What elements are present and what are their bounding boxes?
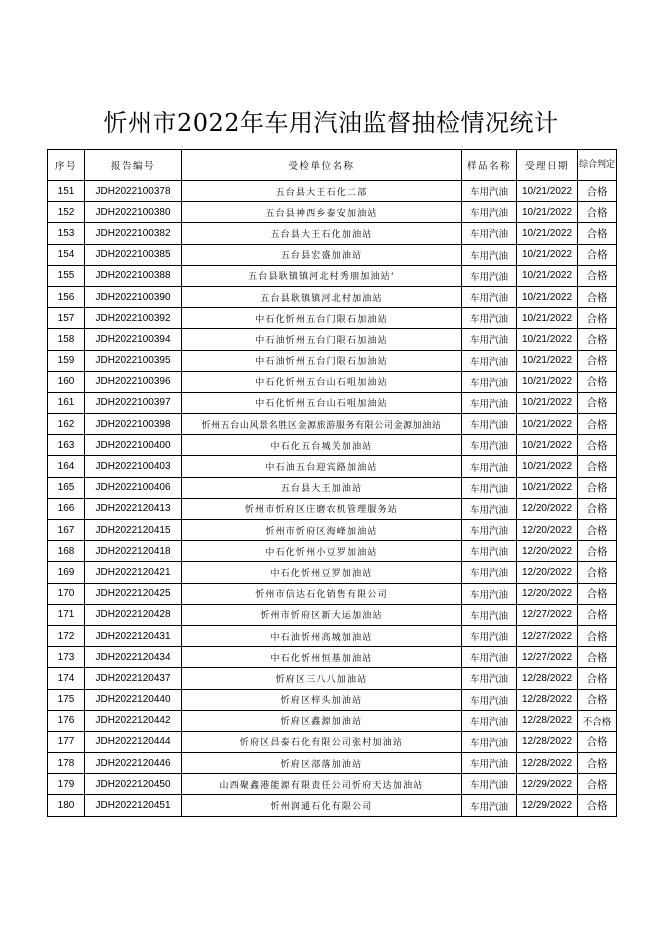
cell-date: 10/21/2022 xyxy=(517,435,578,456)
cell-seq: 165 xyxy=(48,477,85,498)
cell-date: 10/21/2022 xyxy=(517,181,578,202)
header-report-no: 报告编号 xyxy=(85,150,182,181)
cell-seq: 156 xyxy=(48,286,85,307)
header-seq: 序号 xyxy=(48,150,85,181)
cell-unit: 五台县大王石化二部 xyxy=(182,181,462,202)
cell-report-no: JDH2022100380 xyxy=(85,202,182,223)
cell-unit: 中石化忻州恒基加油站 xyxy=(182,647,462,668)
header-verdict: 综合判定 xyxy=(578,150,617,181)
cell-report-no: JDH2022120450 xyxy=(85,774,182,795)
cell-unit: 忻州润通石化有限公司 xyxy=(182,795,462,816)
table-header-row xyxy=(48,150,617,181)
cell-report-no: JDH2022120421 xyxy=(85,562,182,583)
cell-unit: 忻府区昌泰石化有限公司张村加油站 xyxy=(182,731,462,752)
cell-sample: 车用汽油 xyxy=(462,286,517,307)
cell-sample: 车用汽油 xyxy=(462,414,517,435)
cell-sample: 车用汽油 xyxy=(462,731,517,752)
table-row xyxy=(48,477,617,498)
cell-seq: 175 xyxy=(48,689,85,710)
cell-verdict: 合格 xyxy=(578,668,617,689)
cell-unit: 忻府区三八八加油站 xyxy=(182,668,462,689)
page-title: 忻州市2022年车用汽油监督抽检情况统计 xyxy=(103,109,559,137)
cell-sample: 车用汽油 xyxy=(462,202,517,223)
cell-date: 10/21/2022 xyxy=(517,308,578,329)
cell-report-no: JDH2022100394 xyxy=(85,329,182,350)
table-row xyxy=(48,329,617,350)
cell-seq: 179 xyxy=(48,774,85,795)
cell-date: 10/21/2022 xyxy=(517,265,578,286)
cell-sample: 车用汽油 xyxy=(462,181,517,202)
cell-unit: 山西聚鑫港能源有限责任公司忻府天达加油站 xyxy=(182,774,462,795)
table-row xyxy=(48,350,617,371)
cell-unit: 忻府区梓头加油站 xyxy=(182,689,462,710)
cell-unit: 中石油忻州五台门限石加油站 xyxy=(182,350,462,371)
cell-seq: 170 xyxy=(48,583,85,604)
cell-verdict: 合格 xyxy=(578,286,617,307)
cell-verdict: 合格 xyxy=(578,392,617,413)
cell-date: 10/21/2022 xyxy=(517,477,578,498)
cell-date: 12/27/2022 xyxy=(517,647,578,668)
cell-report-no: JDH2022120413 xyxy=(85,498,182,519)
cell-sample: 车用汽油 xyxy=(462,541,517,562)
cell-verdict: 合格 xyxy=(578,435,617,456)
cell-sample: 车用汽油 xyxy=(462,520,517,541)
cell-report-no: JDH2022100382 xyxy=(85,223,182,244)
cell-seq: 177 xyxy=(48,731,85,752)
cell-sample: 车用汽油 xyxy=(462,774,517,795)
cell-seq: 155 xyxy=(48,265,85,286)
cell-unit: 忻州市忻府区海峰加油站 xyxy=(182,520,462,541)
cell-verdict: 合格 xyxy=(578,477,617,498)
cell-unit: 中石化忻州五台门限石加油站 xyxy=(182,308,462,329)
cell-report-no: JDH2022100388 xyxy=(85,265,182,286)
cell-sample: 车用汽油 xyxy=(462,435,517,456)
cell-seq: 167 xyxy=(48,520,85,541)
cell-sample: 车用汽油 xyxy=(462,223,517,244)
cell-report-no: JDH2022120446 xyxy=(85,753,182,774)
cell-unit: 中石化忻州豆罗加油站 xyxy=(182,562,462,583)
cell-unit: 五台县大王石化加油站 xyxy=(182,223,462,244)
cell-report-no: JDH2022100396 xyxy=(85,371,182,392)
cell-date: 10/21/2022 xyxy=(517,202,578,223)
table-row xyxy=(48,710,617,731)
cell-unit: 中石化忻州五台山石咀加油站 xyxy=(182,371,462,392)
cell-verdict: 合格 xyxy=(578,795,617,816)
cell-seq: 160 xyxy=(48,371,85,392)
cell-report-no: JDH2022120418 xyxy=(85,541,182,562)
cell-verdict: 不合格 xyxy=(578,710,617,731)
cell-date: 12/20/2022 xyxy=(517,498,578,519)
cell-verdict: 合格 xyxy=(578,647,617,668)
cell-unit: 中石油忻州高城加油站 xyxy=(182,625,462,646)
cell-verdict: 合格 xyxy=(578,625,617,646)
cell-report-no: JDH2022100390 xyxy=(85,286,182,307)
cell-verdict: 合格 xyxy=(578,350,617,371)
cell-date: 10/21/2022 xyxy=(517,371,578,392)
cell-unit: 中石化五台城关加油站 xyxy=(182,435,462,456)
cell-date: 10/21/2022 xyxy=(517,392,578,413)
cell-unit: 五台县大王加油站 xyxy=(182,477,462,498)
table-row xyxy=(48,371,617,392)
cell-seq: 158 xyxy=(48,329,85,350)
cell-report-no: JDH2022120434 xyxy=(85,647,182,668)
cell-date: 12/28/2022 xyxy=(517,731,578,752)
cell-verdict: 合格 xyxy=(578,223,617,244)
cell-verdict: 合格 xyxy=(578,731,617,752)
cell-date: 12/29/2022 xyxy=(517,774,578,795)
cell-report-no: JDH2022120444 xyxy=(85,731,182,752)
table-row xyxy=(48,456,617,477)
cell-seq: 153 xyxy=(48,223,85,244)
table-row xyxy=(48,286,617,307)
table-row xyxy=(48,244,617,265)
cell-date: 12/20/2022 xyxy=(517,541,578,562)
cell-sample: 车用汽油 xyxy=(462,710,517,731)
cell-sample: 车用汽油 xyxy=(462,477,517,498)
cell-date: 12/28/2022 xyxy=(517,689,578,710)
cell-seq: 159 xyxy=(48,350,85,371)
cell-date: 12/20/2022 xyxy=(517,562,578,583)
cell-seq: 163 xyxy=(48,435,85,456)
cell-sample: 车用汽油 xyxy=(462,625,517,646)
cell-report-no: JDH2022100378 xyxy=(85,181,182,202)
cell-seq: 171 xyxy=(48,604,85,625)
cell-unit: 中石化忻州五台山石咀加油站 xyxy=(182,392,462,413)
cell-verdict: 合格 xyxy=(578,308,617,329)
table-row xyxy=(48,562,617,583)
cell-unit: 五台县耿镇镇河北村秀朋加油站‘ xyxy=(182,265,462,286)
table-row xyxy=(48,392,617,413)
cell-seq: 164 xyxy=(48,456,85,477)
cell-seq: 172 xyxy=(48,625,85,646)
cell-date: 12/29/2022 xyxy=(517,795,578,816)
cell-verdict: 合格 xyxy=(578,689,617,710)
cell-sample: 车用汽油 xyxy=(462,753,517,774)
cell-report-no: JDH2022100385 xyxy=(85,244,182,265)
cell-unit: 忻州五台山风景名胜区金源旅游服务有限公司金源加油站 xyxy=(182,414,462,435)
cell-unit: 五台县神西乡泰安加油站 xyxy=(182,202,462,223)
cell-report-no: JDH2022120428 xyxy=(85,604,182,625)
cell-unit: 忻府区部落加油站 xyxy=(182,753,462,774)
cell-seq: 168 xyxy=(48,541,85,562)
cell-verdict: 合格 xyxy=(578,329,617,350)
cell-sample: 车用汽油 xyxy=(462,498,517,519)
cell-report-no: JDH2022120437 xyxy=(85,668,182,689)
cell-date: 10/21/2022 xyxy=(517,414,578,435)
cell-sample: 车用汽油 xyxy=(462,392,517,413)
cell-date: 10/21/2022 xyxy=(517,223,578,244)
table-row xyxy=(48,583,617,604)
table-row xyxy=(48,731,617,752)
cell-seq: 180 xyxy=(48,795,85,816)
cell-report-no: JDH2022120425 xyxy=(85,583,182,604)
cell-verdict: 合格 xyxy=(578,520,617,541)
table-row xyxy=(48,604,617,625)
header-sample: 样品名称 xyxy=(462,150,517,181)
cell-verdict: 合格 xyxy=(578,562,617,583)
cell-seq: 152 xyxy=(48,202,85,223)
cell-sample: 车用汽油 xyxy=(462,562,517,583)
table-row xyxy=(48,795,617,816)
cell-seq: 162 xyxy=(48,414,85,435)
table-body xyxy=(48,181,617,817)
table-row xyxy=(48,308,617,329)
cell-seq: 161 xyxy=(48,392,85,413)
cell-unit: 五台县宏盛加油站 xyxy=(182,244,462,265)
cell-report-no: JDH2022120440 xyxy=(85,689,182,710)
cell-report-no: JDH2022120415 xyxy=(85,520,182,541)
table-row xyxy=(48,625,617,646)
cell-sample: 车用汽油 xyxy=(462,583,517,604)
cell-date: 12/27/2022 xyxy=(517,625,578,646)
cell-unit: 忻州市信达石化销售有限公司 xyxy=(182,583,462,604)
cell-report-no: JDH2022100392 xyxy=(85,308,182,329)
cell-date: 10/21/2022 xyxy=(517,350,578,371)
cell-report-no: JDH2022100398 xyxy=(85,414,182,435)
table-row xyxy=(48,668,617,689)
cell-seq: 151 xyxy=(48,181,85,202)
cell-date: 12/28/2022 xyxy=(517,753,578,774)
table-row xyxy=(48,414,617,435)
cell-report-no: JDH2022100395 xyxy=(85,350,182,371)
cell-report-no: JDH2022120431 xyxy=(85,625,182,646)
cell-sample: 车用汽油 xyxy=(462,244,517,265)
cell-report-no: JDH2022100403 xyxy=(85,456,182,477)
cell-verdict: 合格 xyxy=(578,498,617,519)
cell-verdict: 合格 xyxy=(578,244,617,265)
cell-report-no: JDH2022120442 xyxy=(85,710,182,731)
cell-date: 12/20/2022 xyxy=(517,520,578,541)
cell-sample: 车用汽油 xyxy=(462,329,517,350)
cell-sample: 车用汽油 xyxy=(462,647,517,668)
table-row xyxy=(48,202,617,223)
cell-unit: 忻州市忻府区庄磨农机管理服务站 xyxy=(182,498,462,519)
cell-date: 12/28/2022 xyxy=(517,668,578,689)
cell-verdict: 合格 xyxy=(578,181,617,202)
cell-seq: 174 xyxy=(48,668,85,689)
cell-sample: 车用汽油 xyxy=(462,604,517,625)
header-date: 受理日期 xyxy=(517,150,578,181)
cell-date: 12/27/2022 xyxy=(517,604,578,625)
cell-date: 12/20/2022 xyxy=(517,583,578,604)
cell-report-no: JDH2022120451 xyxy=(85,795,182,816)
cell-report-no: JDH2022100406 xyxy=(85,477,182,498)
cell-seq: 169 xyxy=(48,562,85,583)
table-row xyxy=(48,435,617,456)
cell-report-no: JDH2022100397 xyxy=(85,392,182,413)
table-row xyxy=(48,498,617,519)
cell-verdict: 合格 xyxy=(578,753,617,774)
cell-date: 12/28/2022 xyxy=(517,710,578,731)
cell-verdict: 合格 xyxy=(578,414,617,435)
cell-report-no: JDH2022100400 xyxy=(85,435,182,456)
cell-unit: 五台县耿镇镇河北村加油站 xyxy=(182,286,462,307)
cell-seq: 154 xyxy=(48,244,85,265)
cell-sample: 车用汽油 xyxy=(462,795,517,816)
cell-unit: 中石油忻州五台门限石加油站 xyxy=(182,329,462,350)
cell-verdict: 合格 xyxy=(578,202,617,223)
inspection-table xyxy=(47,149,617,817)
cell-verdict: 合格 xyxy=(578,604,617,625)
table-row xyxy=(48,265,617,286)
cell-seq: 166 xyxy=(48,498,85,519)
table-row xyxy=(48,541,617,562)
cell-sample: 车用汽油 xyxy=(462,308,517,329)
table-row xyxy=(48,181,617,202)
table-row xyxy=(48,689,617,710)
cell-verdict: 合格 xyxy=(578,774,617,795)
cell-date: 10/21/2022 xyxy=(517,329,578,350)
cell-verdict: 合格 xyxy=(578,583,617,604)
cell-unit: 中石化忻州小豆罗加油站 xyxy=(182,541,462,562)
cell-sample: 车用汽油 xyxy=(462,689,517,710)
table-row xyxy=(48,223,617,244)
cell-sample: 车用汽油 xyxy=(462,265,517,286)
cell-verdict: 合格 xyxy=(578,541,617,562)
cell-seq: 178 xyxy=(48,753,85,774)
table-row xyxy=(48,520,617,541)
cell-date: 10/21/2022 xyxy=(517,456,578,477)
cell-verdict: 合格 xyxy=(578,371,617,392)
cell-verdict: 合格 xyxy=(578,265,617,286)
table-row xyxy=(48,774,617,795)
header-unit: 受检单位名称 xyxy=(182,150,462,181)
cell-verdict: 合格 xyxy=(578,456,617,477)
cell-seq: 176 xyxy=(48,710,85,731)
cell-seq: 157 xyxy=(48,308,85,329)
cell-date: 10/21/2022 xyxy=(517,244,578,265)
cell-sample: 车用汽油 xyxy=(462,371,517,392)
table-row xyxy=(48,753,617,774)
table-row xyxy=(48,647,617,668)
cell-sample: 车用汽油 xyxy=(462,456,517,477)
cell-date: 10/21/2022 xyxy=(517,286,578,307)
cell-unit: 中石油五台迎宾路加油站 xyxy=(182,456,462,477)
cell-unit: 忻府区鑫源加油站 xyxy=(182,710,462,731)
cell-unit: 忻州市忻府区新大运加油站 xyxy=(182,604,462,625)
cell-sample: 车用汽油 xyxy=(462,350,517,371)
cell-sample: 车用汽油 xyxy=(462,668,517,689)
cell-seq: 173 xyxy=(48,647,85,668)
